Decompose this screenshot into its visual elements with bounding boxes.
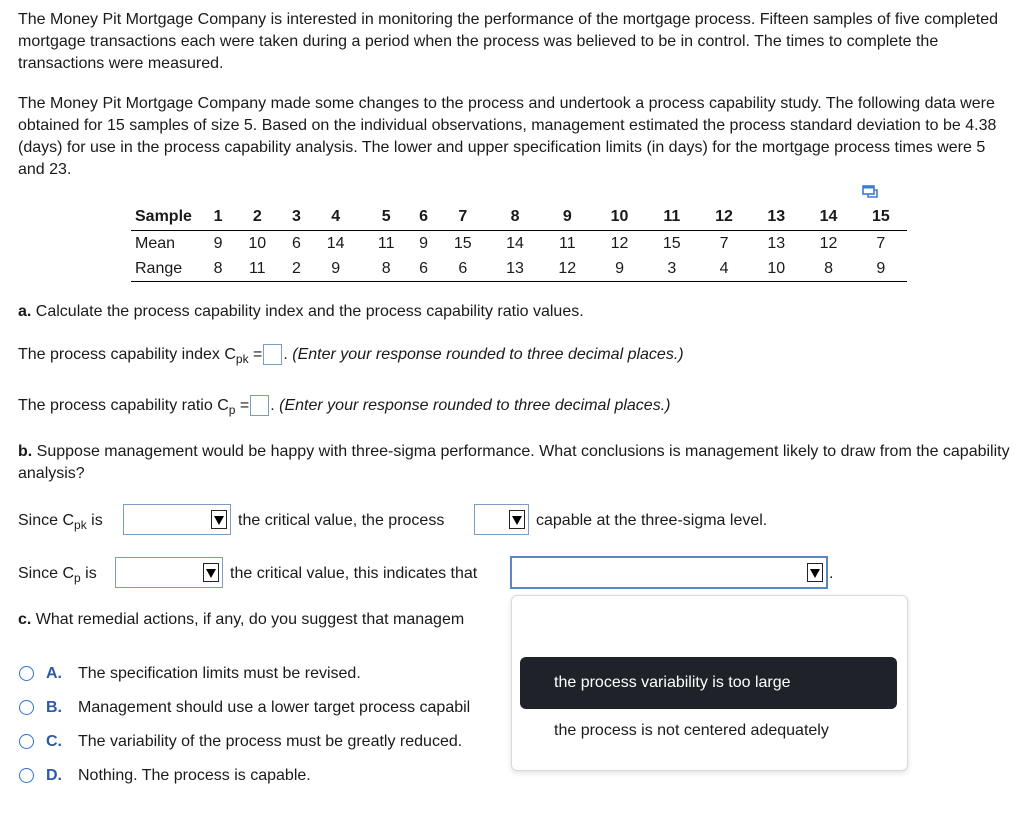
cp-comparison-dropdown[interactable] — [115, 557, 223, 588]
since-cp-label: Since $C_p$ is — [18, 565, 97, 585]
table-cell: 6 — [411, 204, 437, 231]
intro-paragraph-1: The Money Pit Mortgage Company is interested in monitoring the performance of the mortgage process. Fifteen samples of five completed mortgage transactions each were taken during a period when the process was believed to be in control. The times to complete the transactions were measured. — [18, 11, 999, 72]
mean-row — [131, 231, 907, 257]
since-cpk-label: Since $C_{pk}$ is — [18, 512, 103, 532]
chevron-down-icon — [509, 510, 525, 529]
cpk-line: The process capability index $C_{pk}$ = . (Enter your response rounded to three decimal places.) — [18, 346, 684, 366]
table-cell: 11 — [559, 234, 576, 252]
table-cell: 9 — [855, 256, 907, 282]
copy-icon[interactable] — [862, 185, 878, 199]
table-cell: 14 — [506, 234, 524, 252]
table-cell: 9 — [541, 204, 593, 231]
range-row — [131, 256, 907, 282]
indication-dropdown[interactable] — [510, 556, 828, 589]
table-cell: 9 — [213, 234, 223, 252]
table-cell: 2 — [231, 204, 283, 231]
chevron-down-icon — [211, 510, 227, 529]
table-cell: 13 — [767, 234, 786, 252]
sample-row — [131, 204, 907, 231]
popup-option-variability[interactable]: the process variability is too large — [520, 657, 897, 709]
table-cell: 9 — [310, 256, 362, 282]
table-cell: 8 — [489, 204, 541, 231]
table-cell: 12 — [610, 234, 629, 252]
part-a-question: a. Calculate the process capability index and the process capability ratio values. — [18, 303, 584, 320]
cp-line: The process capability ratio $C_p$ = . (Enter your response rounded to three decimal places.) — [18, 397, 671, 417]
table-cell: 14 — [326, 234, 345, 252]
table-cell: 7 — [876, 234, 886, 252]
radio-icon[interactable] — [19, 700, 34, 715]
table-cell: 12 — [541, 256, 593, 282]
table-cell: 6 — [437, 256, 489, 282]
table-cell: 8 — [802, 256, 854, 282]
part-c-question: c. What remedial actions, if any, do you suggest that managem — [18, 611, 465, 628]
table-cell: 2 — [283, 256, 309, 282]
table-cell: 1 — [205, 204, 231, 231]
table-cell: 15 — [855, 204, 907, 231]
capable-dropdown[interactable] — [474, 504, 529, 535]
dropdown-popup — [511, 595, 908, 771]
table-cell: 15 — [662, 234, 681, 252]
chevron-down-icon — [807, 563, 823, 582]
table-cell: 13 — [489, 256, 541, 282]
table-cell: 10 — [750, 256, 802, 282]
table-cell: 7 — [437, 204, 489, 231]
table-cell: 8 — [205, 256, 231, 282]
cpk-comparison-dropdown[interactable] — [123, 504, 231, 535]
table-cell: 4 — [310, 204, 362, 231]
crit-indicates-text: the critical value, this indicates that — [230, 565, 478, 582]
table-cell: 10 — [593, 204, 645, 231]
table-cell: 11 — [377, 234, 395, 252]
capable-text: capable at the three-sigma level. — [536, 512, 768, 529]
table-cell: 8 — [362, 256, 411, 282]
radio-icon[interactable] — [19, 666, 34, 681]
table-cell: 7 — [719, 234, 729, 252]
chevron-down-icon — [203, 563, 219, 582]
radio-icon[interactable] — [19, 768, 34, 783]
table-cell: 9 — [593, 256, 645, 282]
data-table — [131, 204, 907, 282]
row-label: Mean — [135, 234, 176, 252]
table-cell: 12 — [698, 204, 750, 231]
table-cell: 5 — [362, 204, 411, 231]
table-cell: 13 — [750, 204, 802, 231]
table-cell: 14 — [802, 204, 854, 231]
radio-icon[interactable] — [19, 734, 34, 749]
cp-answer-input[interactable] — [250, 395, 269, 416]
table-cell: 6 — [411, 256, 437, 282]
table-cell: 12 — [819, 234, 838, 252]
table-cell: 4 — [698, 256, 750, 282]
row-label: Sample — [131, 204, 205, 231]
intro-paragraph-2: The Money Pit Mortgage Company made some changes to the process and undertook a process capability study. The following data were obtained for 15 samples of size 5. Based on the individual observations, management estimated the process standard deviation to be 4.38 (days) for use in the process capability analysis. The lower and upper specification limits (in days) for the mortgage process times were 5 and 23. — [18, 95, 997, 178]
cpk-answer-input[interactable] — [263, 344, 282, 365]
popup-option-centered[interactable]: the process is not centered adequately — [554, 722, 829, 739]
table-cell: 10 — [248, 234, 267, 252]
table-cell: 6 — [292, 234, 301, 252]
row-label: Range — [131, 256, 205, 282]
table-cell: 15 — [453, 234, 472, 252]
crit-process-text: the critical value, the process — [238, 512, 445, 529]
table-cell: 3 — [283, 204, 309, 231]
table-cell: 3 — [646, 256, 698, 282]
table-cell: 9 — [419, 234, 429, 252]
table-cell: 11 — [231, 256, 283, 282]
table-cell: 11 — [646, 204, 698, 231]
part-b-question: b. Suppose management would be happy with three-sigma performance. What conclusions is management likely to draw from the capability analysis? — [18, 443, 1010, 482]
